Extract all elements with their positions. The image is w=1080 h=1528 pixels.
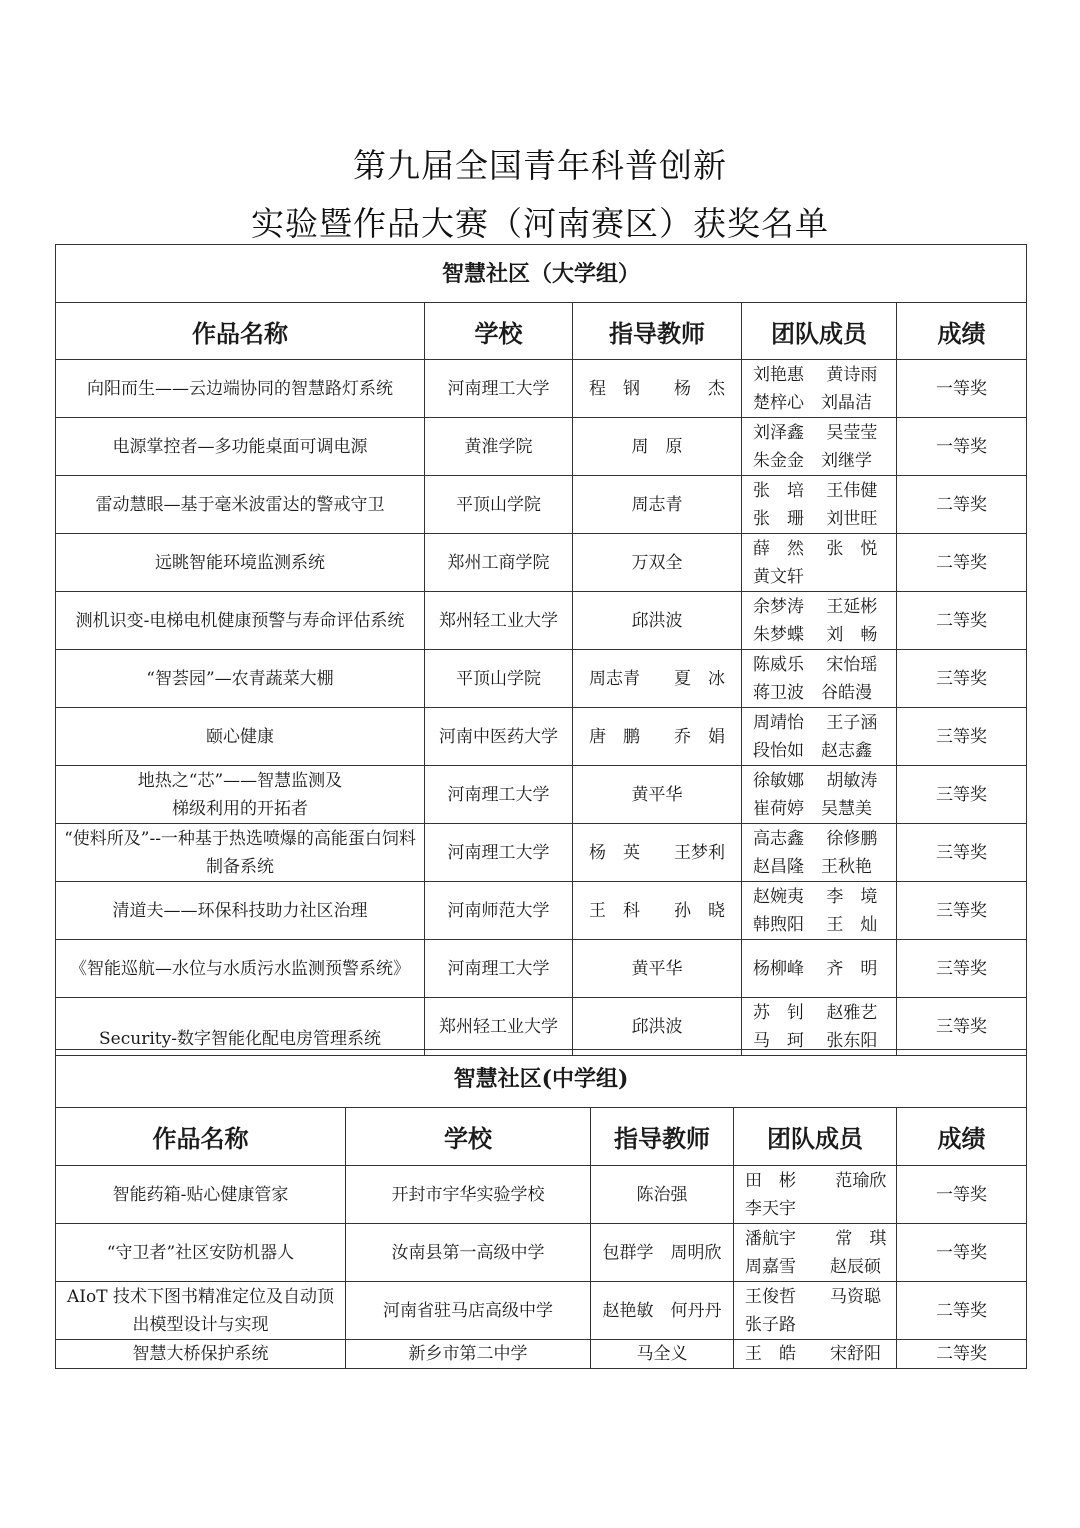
teacher-cell: 包群学 周明欣 (591, 1224, 734, 1282)
member-line: 杨柳峰 齐 明 (753, 958, 878, 979)
member-line: 段怡如 赵志鑫 (753, 740, 872, 761)
grade-cell: 三等奖 (897, 650, 1027, 708)
members-cell (742, 418, 897, 476)
table-row (56, 1166, 1027, 1224)
grade-cell: 一等奖 (897, 1166, 1027, 1224)
member-line: 张 培 王伟健 (753, 480, 878, 501)
member-line: 刘艳惠 黄诗雨 (753, 364, 878, 385)
school-cell: 河南中医药大学 (425, 708, 573, 766)
member-line: 田 彬 范瑜欣 (745, 1170, 887, 1191)
table-row (56, 592, 1027, 650)
member-line: 张 珊 刘世旺 (753, 508, 878, 529)
member-line: 赵婉夷 李 境 (753, 886, 878, 907)
teacher-cell: 黄平华 (573, 940, 742, 998)
member-line: 赵昌隆 王秋艳 (753, 856, 872, 877)
grade-cell: 一等奖 (897, 1224, 1027, 1282)
teacher-cell: 王 科 孙 晓 (573, 882, 742, 940)
teacher-cell: 陈治强 (591, 1166, 734, 1224)
school-cell: 黄淮学院 (425, 418, 573, 476)
project-cell: 雷动慧眼—基于毫米波雷达的警戒守卫 (56, 476, 425, 534)
grade-cell: 二等奖 (897, 534, 1027, 592)
members-cell (742, 708, 897, 766)
header-grade: 成绩 (897, 303, 1027, 360)
header-teacher: 指导教师 (573, 303, 742, 360)
header-members: 团队成员 (742, 303, 897, 360)
table-row (56, 360, 1027, 418)
grade-cell: 二等奖 (897, 476, 1027, 534)
school-cell: 汝南县第一高级中学 (346, 1224, 591, 1282)
member-line: 王 皓 宋舒阳 (745, 1344, 881, 1364)
school-cell: 河南理工大学 (425, 766, 573, 824)
project-cell: 电源掌控者—多功能桌面可调电源 (56, 418, 425, 476)
table-row (56, 824, 1027, 882)
grade-cell: 二等奖 (897, 1340, 1027, 1369)
teacher-cell: 周志青 夏 冰 (573, 650, 742, 708)
project-cell: “守卫者”社区安防机器人 (56, 1224, 346, 1282)
grade-cell: 二等奖 (897, 1282, 1027, 1340)
table-row (56, 940, 1027, 998)
grade-cell: 三等奖 (897, 940, 1027, 998)
member-line: 苏 钊 赵雅艺 (753, 1002, 878, 1023)
member-line: 崔荷婷 吴慧美 (753, 798, 872, 819)
section-title-middle: 智慧社区(中学组) (56, 1050, 1027, 1108)
project-cell: “智荟园”—农青蔬菜大棚 (56, 650, 425, 708)
teacher-cell: 邱洪波 (573, 592, 742, 650)
grade-cell: 三等奖 (897, 882, 1027, 940)
table-row (56, 1224, 1027, 1282)
project-cell: 测机识变-电梯电机健康预警与寿命评估系统 (56, 592, 425, 650)
project-cell: 向阳而生——云边端协同的智慧路灯系统 (56, 360, 425, 418)
member-line: 刘泽鑫 吴莹莹 (753, 422, 878, 443)
school-cell: 河南理工大学 (425, 360, 573, 418)
project-cell: 智能药箱-贴心健康管家 (56, 1166, 346, 1224)
members-cell (742, 534, 897, 592)
project-cell: Security-数字智能化配电房管理系统 (56, 998, 425, 1056)
university-award-table (55, 244, 1027, 1056)
table-row (56, 418, 1027, 476)
teacher-cell: 杨 英 王梦利 (573, 824, 742, 882)
members-cell (742, 592, 897, 650)
table-row (56, 1340, 1027, 1369)
teacher-cell: 马全义 (591, 1340, 734, 1369)
member-line: 韩煦阳 王 灿 (753, 914, 878, 935)
school-cell: 新乡市第二中学 (346, 1340, 591, 1369)
members-cell (742, 766, 897, 824)
middle-school-award-table (55, 1049, 1027, 1369)
teacher-cell: 赵艳敏 何丹丹 (591, 1282, 734, 1340)
project-cell: “使料所及”--一种基于热选喷爆的高能蛋白饲料制备系统 (56, 824, 425, 882)
teacher-cell: 万双全 (573, 534, 742, 592)
table-row (56, 766, 1027, 824)
members-cell (742, 940, 897, 998)
project-cell: 地热之“芯”——智慧监测及 梯级利用的开拓者 (56, 766, 425, 824)
project-cell: 颐心健康 (56, 708, 425, 766)
teacher-cell: 周志青 (573, 476, 742, 534)
member-line: 张子路 (745, 1314, 796, 1335)
grade-cell: 三等奖 (897, 708, 1027, 766)
school-cell: 河南理工大学 (425, 824, 573, 882)
header-grade: 成绩 (897, 1108, 1027, 1166)
members-cell (742, 360, 897, 418)
teacher-cell: 黄平华 (573, 766, 742, 824)
header-project: 作品名称 (56, 1108, 346, 1166)
grade-cell: 二等奖 (897, 592, 1027, 650)
members-cell (742, 824, 897, 882)
school-cell: 郑州工商学院 (425, 534, 573, 592)
grade-cell: 一等奖 (897, 360, 1027, 418)
school-cell: 郑州轻工业大学 (425, 998, 573, 1056)
school-cell: 河南省驻马店高级中学 (346, 1282, 591, 1340)
school-cell: 平顶山学院 (425, 650, 573, 708)
teacher-cell: 程 钢 杨 杰 (573, 360, 742, 418)
members-cell (734, 1282, 897, 1340)
grade-cell: 一等奖 (897, 418, 1027, 476)
project-cell: 清道夫——环保科技助力社区治理 (56, 882, 425, 940)
school-cell: 开封市宇华实验学校 (346, 1166, 591, 1224)
school-cell: 平顶山学院 (425, 476, 573, 534)
member-line: 黄文轩 (753, 566, 804, 587)
table-row (56, 998, 1027, 1056)
page-title-line2: 实验暨作品大赛（河南赛区）获奖名单 (251, 204, 829, 243)
members-cell (742, 476, 897, 534)
member-line: 周嘉雪 赵辰硕 (745, 1256, 881, 1277)
project-cell: AIoT 技术下图书精准定位及自动顶出模型设计与实现 (56, 1282, 346, 1340)
member-line: 蒋卫波 谷皓漫 (753, 682, 872, 703)
school-cell: 郑州轻工业大学 (425, 592, 573, 650)
members-cell (742, 882, 897, 940)
teacher-cell: 邱洪波 (573, 998, 742, 1056)
school-cell: 河南师范大学 (425, 882, 573, 940)
grade-cell: 三等奖 (897, 824, 1027, 882)
teacher-cell: 唐 鹏 乔 娟 (573, 708, 742, 766)
grade-cell: 三等奖 (897, 766, 1027, 824)
project-cell: 《智能巡航—水位与水质污水监测预警系统》 (56, 940, 425, 998)
members-cell (742, 998, 897, 1056)
member-line: 潘航宇 常 琪 (745, 1228, 887, 1249)
header-project: 作品名称 (56, 303, 425, 360)
table-row (56, 708, 1027, 766)
table-row (56, 1282, 1027, 1340)
members-cell (734, 1340, 897, 1369)
table-row (56, 882, 1027, 940)
member-line: 徐敏娜 胡敏涛 (753, 770, 878, 791)
grade-cell: 三等奖 (897, 998, 1027, 1056)
header-teacher: 指导教师 (591, 1108, 734, 1166)
members-cell (742, 650, 897, 708)
table-row (56, 650, 1027, 708)
members-cell (734, 1166, 897, 1224)
table-row (56, 534, 1027, 592)
member-line: 王俊哲 马资聪 (745, 1286, 881, 1307)
school-cell: 河南理工大学 (425, 940, 573, 998)
member-line: 朱金金 刘继学 (753, 450, 872, 471)
member-line: 陈威乐 宋怡瑶 (753, 654, 878, 675)
member-line: 高志鑫 徐修鹏 (753, 828, 878, 849)
member-line: 李天宇 (745, 1198, 796, 1219)
members-cell (734, 1224, 897, 1282)
member-line: 朱梦蝶 刘 畅 (753, 624, 878, 645)
member-line: 周靖怡 王子涵 (753, 712, 878, 733)
member-line: 余梦涛 王延彬 (753, 596, 878, 617)
page-title-line1: 第九届全国青年科普创新 (353, 146, 727, 185)
teacher-cell: 周 原 (573, 418, 742, 476)
project-cell: 远眺智能环境监测系统 (56, 534, 425, 592)
member-line: 马 珂 张东阳 (753, 1030, 878, 1051)
project-cell: 智慧大桥保护系统 (56, 1340, 346, 1369)
header-school: 学校 (346, 1108, 591, 1166)
member-line: 薛 然 张 悦 (753, 538, 878, 559)
header-members: 团队成员 (734, 1108, 897, 1166)
table-row (56, 476, 1027, 534)
section-title-university: 智慧社区（大学组） (56, 245, 1027, 303)
header-school: 学校 (425, 303, 573, 360)
member-line: 楚梓心 刘晶洁 (753, 392, 872, 413)
